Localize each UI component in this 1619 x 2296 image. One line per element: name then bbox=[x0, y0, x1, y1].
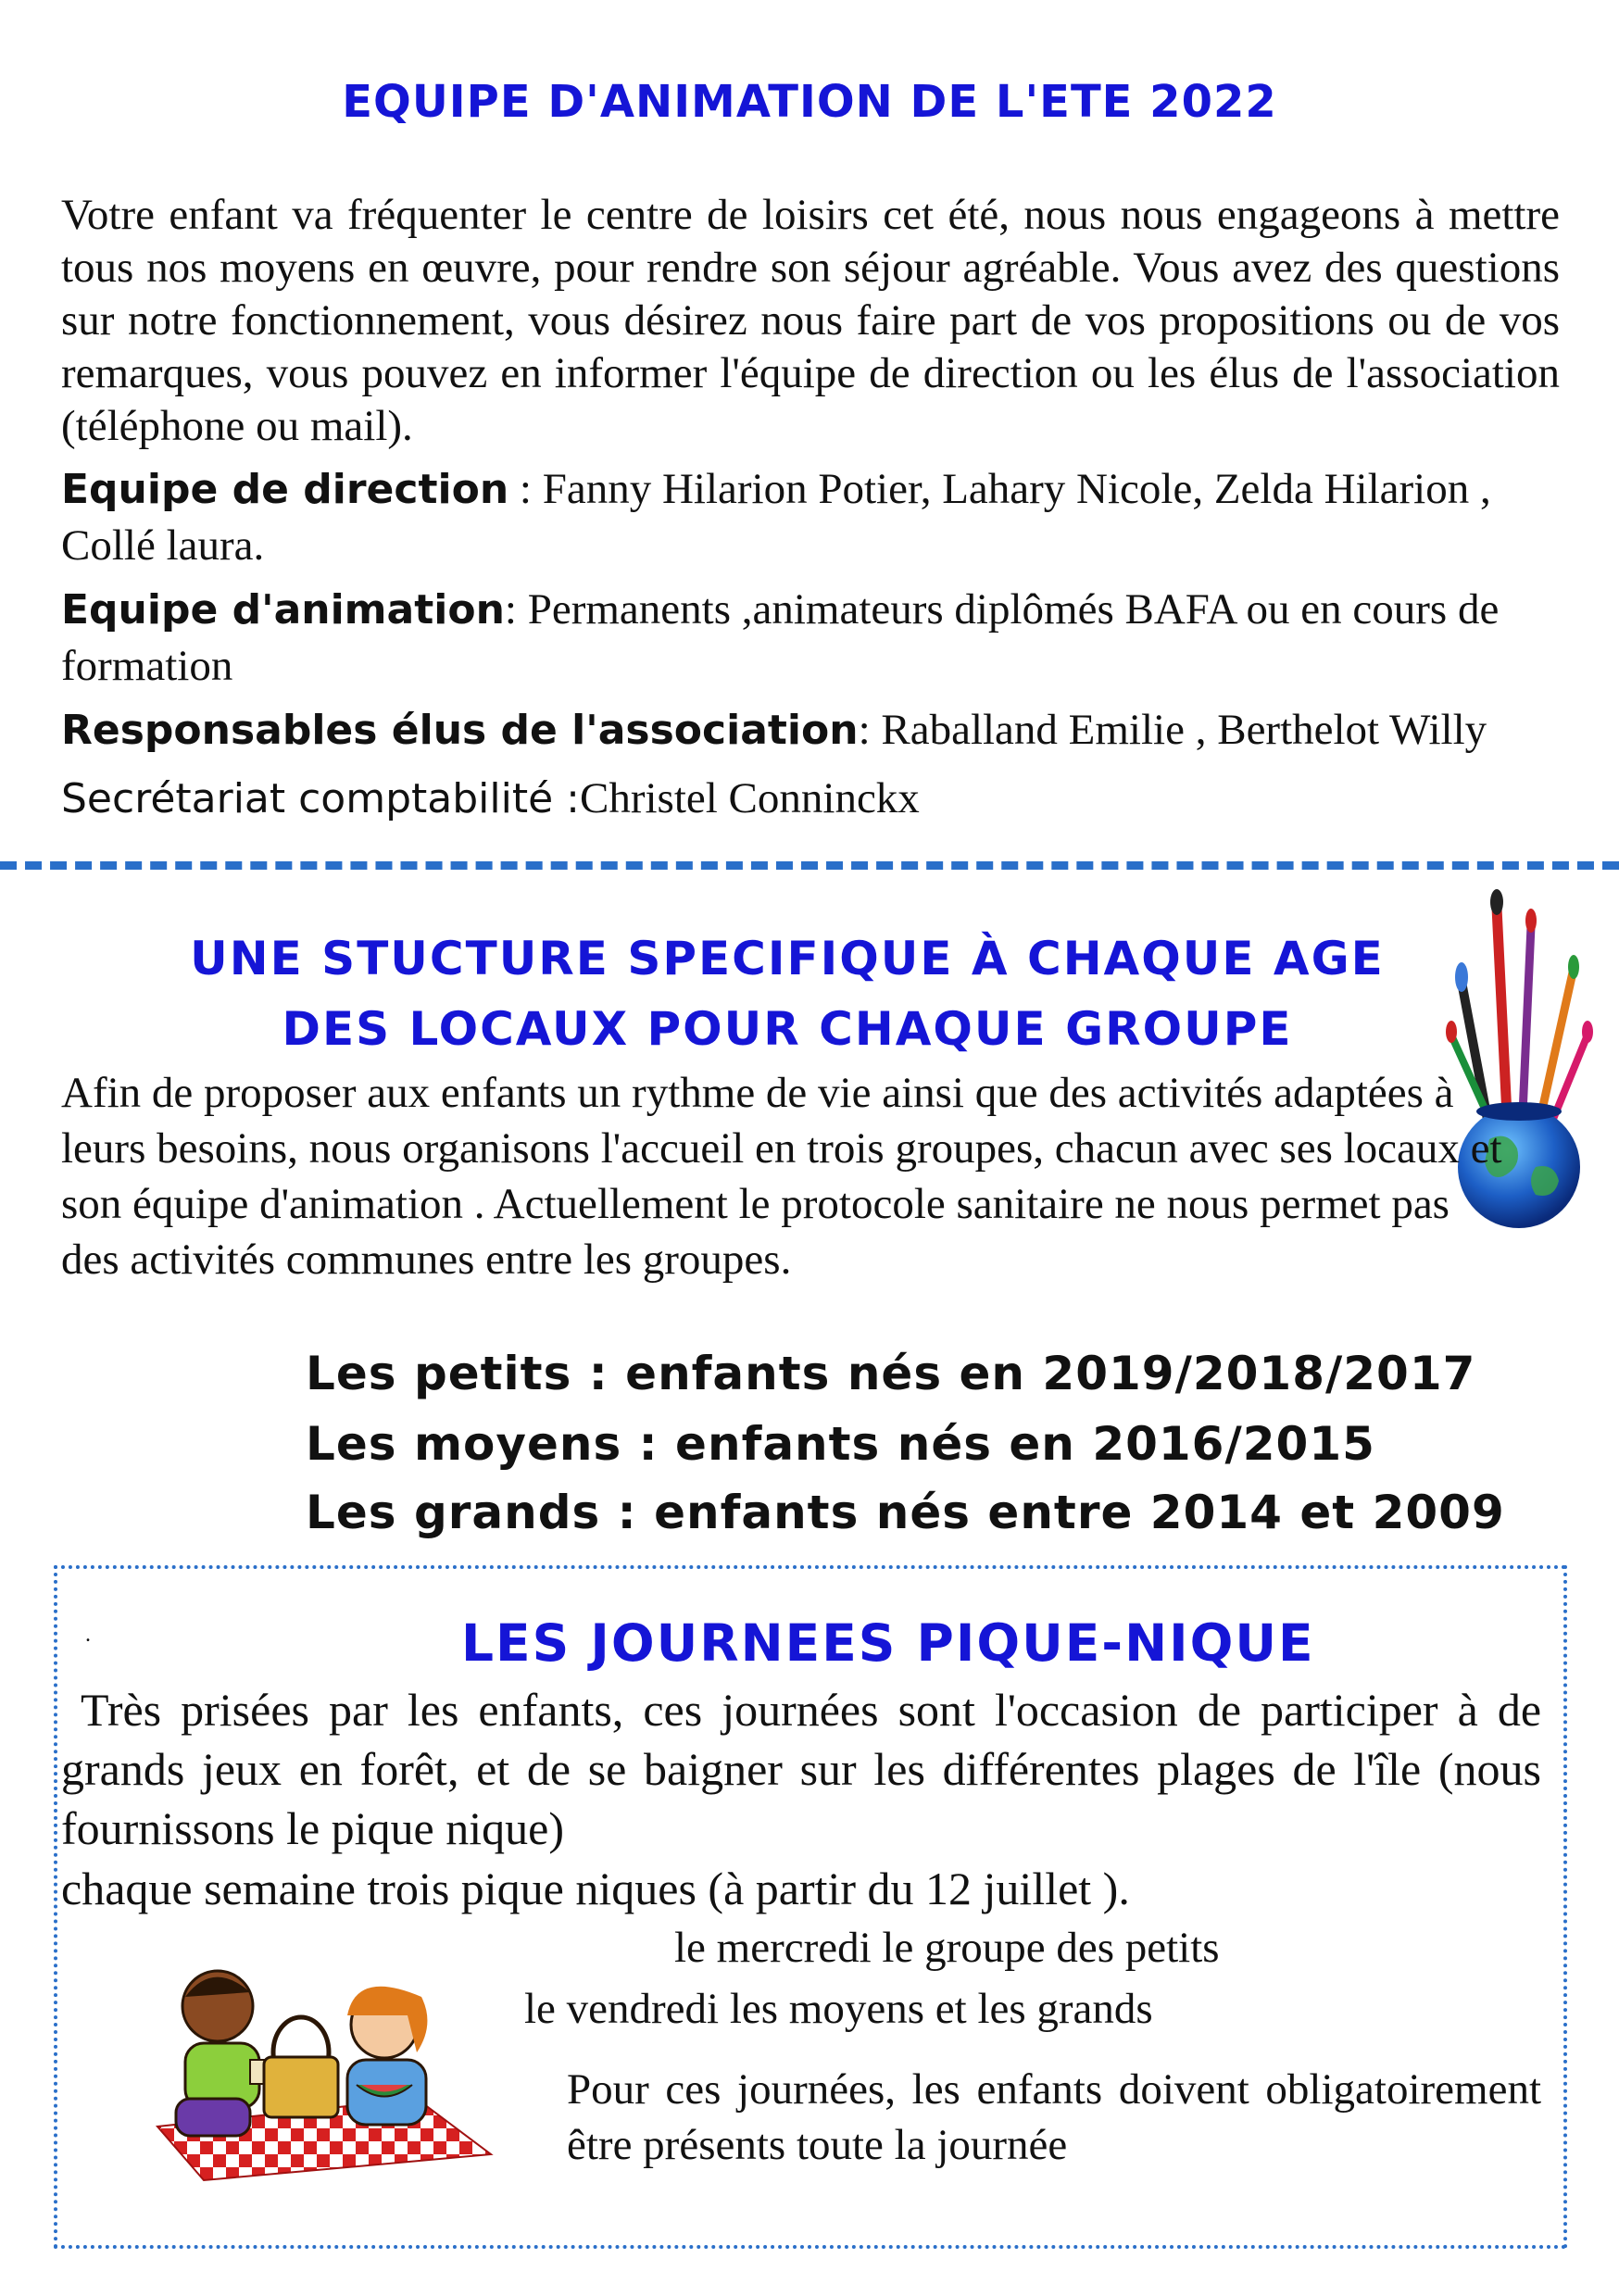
picnic-weekly: chaque semaine trois pique niques (à partir du 12 juillet ). bbox=[61, 1863, 1130, 1914]
group-moyens: Les moyens : enfants nés en 2016/2015 bbox=[306, 1417, 1375, 1471]
secretariat-value: Christel Conninckx bbox=[579, 774, 920, 822]
team-title: EQUIPE D'ANIMATION DE L'ETE 2022 bbox=[342, 76, 1277, 128]
secretariat-label: Secrétariat comptabilité : bbox=[61, 775, 580, 822]
secretariat-line bbox=[61, 771, 1560, 827]
group-grands: Les grands : enfants nés entre 2014 et 2009 bbox=[306, 1486, 1505, 1539]
children-picnic-illustration bbox=[148, 1960, 500, 2182]
picnic-wednesday: le mercredi le groupe des petits bbox=[674, 1924, 1220, 1972]
picnic-notice: Pour ces journées, les enfants doivent obligatoirement être présents toute la journée bbox=[567, 2065, 1541, 2169]
picnic-dot: . bbox=[85, 1623, 91, 1647]
structure-title-line2: DES LOCAUX POUR CHAQUE GROUPE bbox=[282, 1002, 1293, 1056]
picnic-body: Très prisées par les enfants, ces journées sont l'occasion de participer à de grands jeux en forêt, et de se baigner sur les différentes plages de l'île (nous fournissons le pique nique) bbox=[61, 1684, 1553, 1854]
elus-value: : Raballand Emilie , Berthelot Willy bbox=[858, 706, 1487, 754]
section-separator bbox=[0, 861, 1619, 870]
elus-line bbox=[61, 702, 1580, 759]
structure-title-line1: UNE STUCTURE SPECIFIQUE À CHAQUE AGE bbox=[190, 932, 1385, 985]
picnic-title: LES JOURNEES PIQUE-NIQUE bbox=[461, 1613, 1315, 1673]
structure-body: Afin de proposer aux enfants un rythme de vie ainsi que des activités adaptées à leurs besoins, nous organisons l'accueil en trois groupes, chacun avec ses locaux et son équipe d'animation . Actuellement le protocole sanitaire ne nous permet pas des activités communes entre les groupes. bbox=[61, 1069, 1502, 1284]
direction-line bbox=[61, 461, 1506, 573]
picnic-friday: le vendredi les moyens et les grands bbox=[524, 1985, 1153, 2033]
team-intro: Votre enfant va fréquenter le centre de loisirs cet été, nous nous engageons à mettre tous nos moyens en œuvre, pour rendre son séjour agréable. Vous avez des questions sur notre fonctionnement, vous désirez nous faire part de vos propositions ou de vos remarques, vous pouvez en informer l'équipe de direction ou les élus de l'association (téléphone ou mail). bbox=[61, 191, 1560, 450]
animation-line bbox=[61, 582, 1560, 694]
direction-label: Equipe de direction bbox=[61, 466, 509, 513]
animation-label: Equipe d'animation bbox=[61, 586, 505, 634]
animation-value: : Permanents ,animateurs diplômés BAFA ou en cours de formation bbox=[61, 585, 1500, 690]
group-petits: Les petits : enfants nés en 2019/2018/2017 bbox=[306, 1347, 1476, 1400]
direction-value: : Fanny Hilarion Potier, Lahary Nicole, Zelda Hilarion , Collé laura. bbox=[61, 465, 1491, 570]
elus-label: Responsables élus de l'association bbox=[61, 707, 859, 754]
